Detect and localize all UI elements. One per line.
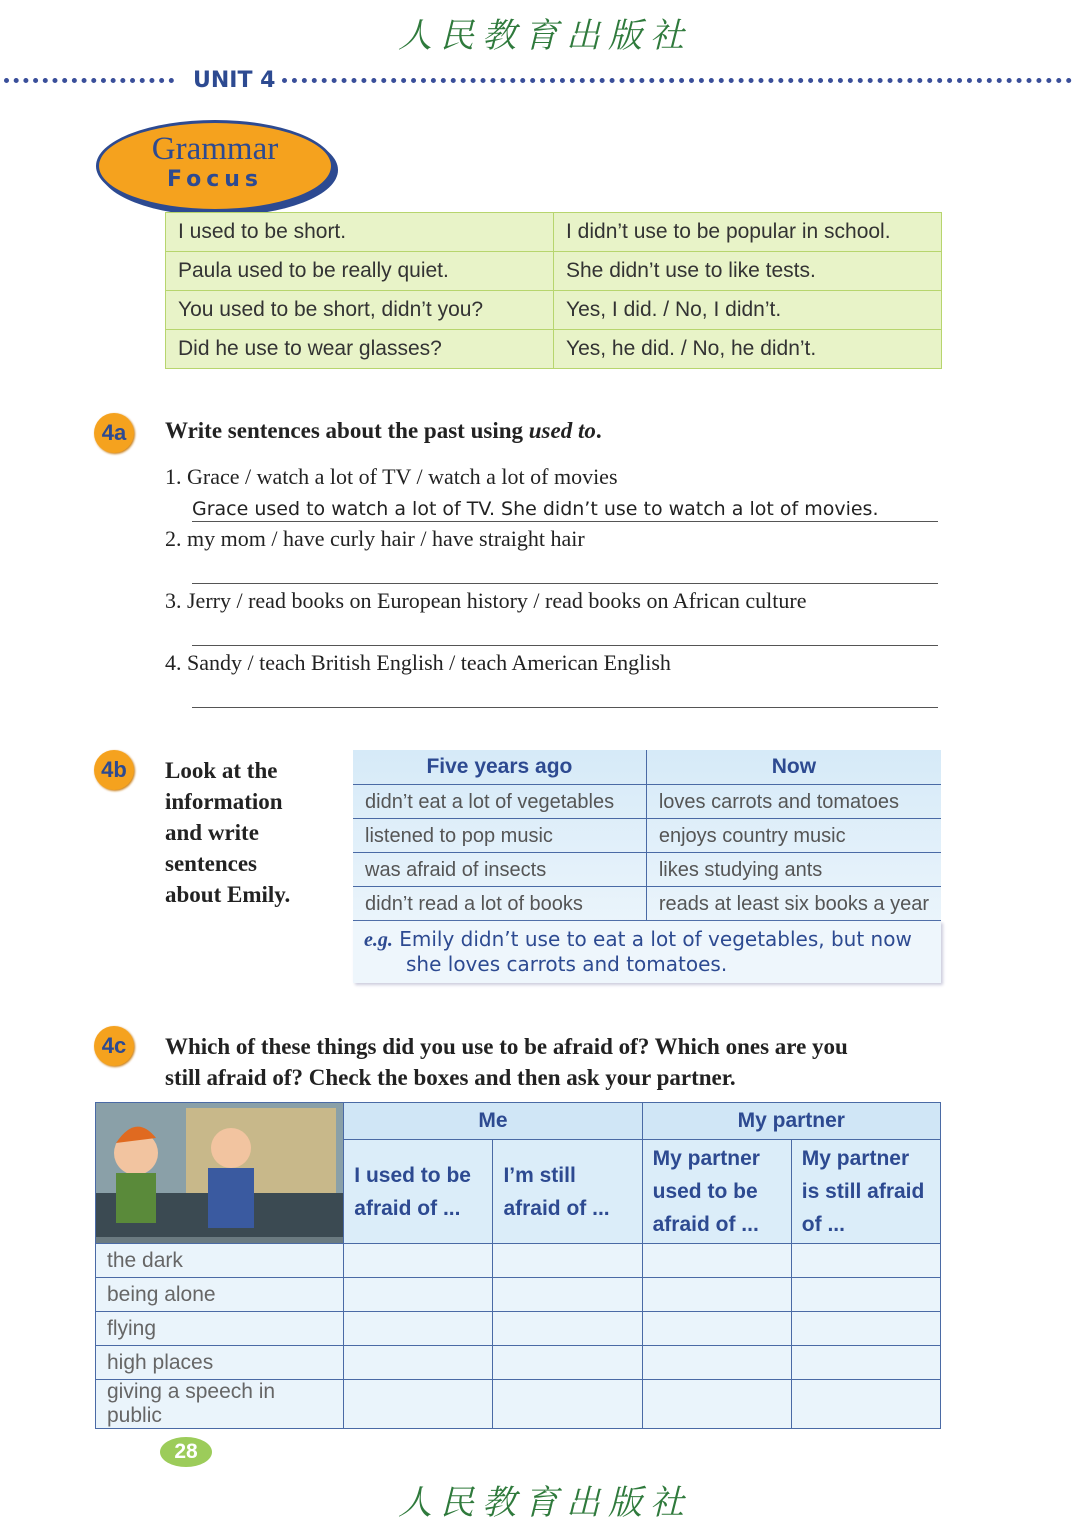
answer-line[interactable] — [192, 521, 938, 522]
checkbox-cell[interactable] — [642, 1278, 791, 1312]
cell: didn’t read a lot of books — [353, 887, 646, 921]
cell: Yes, he did. / No, he didn’t. — [554, 330, 942, 369]
instruction-text: Write sentences about the past using — [165, 418, 529, 443]
table-row — [353, 853, 941, 887]
table-row — [166, 213, 942, 252]
column-header: Now — [646, 750, 941, 785]
cell: Yes, I did. / No, I didn’t. — [554, 291, 942, 330]
table-row — [96, 1244, 941, 1278]
airplane-passengers-illustration — [96, 1103, 343, 1237]
instruction-line: sentences — [165, 851, 257, 876]
exercise-badge: 4a — [94, 413, 134, 453]
checkbox-cell[interactable] — [791, 1312, 940, 1346]
checkbox-cell[interactable] — [493, 1312, 642, 1346]
column-header: My partner used to be afraid of ... — [642, 1140, 791, 1244]
checkbox-cell[interactable] — [642, 1380, 791, 1429]
checkbox-cell[interactable] — [642, 1346, 791, 1380]
instruction-end: . — [595, 418, 602, 443]
grammar-focus-badge — [96, 120, 334, 212]
checkbox-cell[interactable] — [791, 1244, 940, 1278]
checkbox-cell[interactable] — [344, 1312, 493, 1346]
grammar-table — [165, 212, 942, 369]
checkbox-cell[interactable] — [493, 1380, 642, 1429]
column-header: I’m still afraid of ... — [493, 1140, 642, 1244]
exercise-badge: 4b — [94, 750, 134, 790]
instruction-line: and write — [165, 820, 259, 845]
instruction — [165, 755, 290, 910]
unit-label: UNIT 4 — [193, 68, 276, 93]
table-row — [96, 1278, 941, 1312]
table-row — [96, 1312, 941, 1346]
checkbox-cell[interactable] — [344, 1244, 493, 1278]
header-row — [96, 1103, 941, 1140]
cell: loves carrots and tomatoes — [646, 785, 941, 819]
table-row — [353, 819, 941, 853]
instruction-line: Look at the — [165, 758, 278, 783]
answer-line[interactable] — [192, 583, 938, 584]
example-text: she loves carrots and tomatoes. — [406, 952, 728, 976]
instruction-line: Which of these things did you use to be afraid of? Which ones are you — [165, 1034, 848, 1059]
cell: reads at least six books a year — [646, 887, 941, 921]
checkbox-cell[interactable] — [493, 1244, 642, 1278]
instruction-emphasis: used to — [528, 418, 596, 443]
badge-subtitle: Focus — [166, 167, 264, 192]
exercise-item: 3. Jerry / read books on European history / read books on African culture — [165, 588, 807, 613]
exercise-item: 4. Sandy / teach British English / teach American English — [165, 650, 671, 675]
row-label: the dark — [96, 1244, 344, 1278]
cell: I didn’t use to be popular in school. — [554, 213, 942, 252]
cell: She didn’t use to like tests. — [554, 252, 942, 291]
checkbox-cell[interactable] — [791, 1278, 940, 1312]
exercise-item: 1. Grace / watch a lot of TV / watch a lot of movies — [165, 464, 618, 489]
group-header: My partner — [642, 1103, 940, 1140]
checkbox-cell[interactable] — [493, 1278, 642, 1312]
cell: I used to be short. — [166, 213, 554, 252]
instruction-line: still afraid of? Check the boxes and then ask your partner. — [165, 1065, 736, 1090]
checkbox-cell[interactable] — [493, 1346, 642, 1380]
checkbox-cell[interactable] — [344, 1380, 493, 1429]
header-row — [353, 750, 941, 785]
instruction-line: about Emily. — [165, 882, 291, 907]
answer-line[interactable] — [192, 707, 938, 708]
checkbox-cell[interactable] — [642, 1312, 791, 1346]
cell: didn’t eat a lot of vegetables — [353, 785, 646, 819]
example-label: e.g. — [364, 929, 393, 951]
answer-line[interactable] — [192, 645, 938, 646]
row-label: being alone — [96, 1278, 344, 1312]
divider — [282, 78, 1072, 83]
cell: You used to be short, didn’t you? — [166, 291, 554, 330]
instruction — [165, 1031, 848, 1093]
checkbox-cell[interactable] — [791, 1346, 940, 1380]
page-number: 28 — [160, 1437, 212, 1467]
cartoon-illustration — [96, 1103, 344, 1244]
row-label: high places — [96, 1346, 344, 1380]
column-header: Five years ago — [353, 750, 646, 785]
checkbox-cell[interactable] — [642, 1244, 791, 1278]
row-label: giving a speech in public — [96, 1380, 344, 1429]
emily-section — [353, 750, 941, 983]
table-row — [353, 785, 941, 819]
checkbox-cell[interactable] — [791, 1380, 940, 1429]
afraid-of-table — [95, 1102, 941, 1429]
cell: listened to pop music — [353, 819, 646, 853]
answer-text: Grace used to watch a lot of TV. She didn’t use to watch a lot of movies. — [192, 498, 879, 520]
publisher-logo: 人民教育出版社 — [398, 16, 692, 56]
table-row — [166, 252, 942, 291]
table-row — [166, 291, 942, 330]
table-row — [353, 887, 941, 921]
checkbox-cell[interactable] — [344, 1346, 493, 1380]
cell: Paula used to be really quiet. — [166, 252, 554, 291]
example-text: Emily didn’t use to eat a lot of vegetables, but now — [399, 927, 912, 951]
cell: likes studying ants — [646, 853, 941, 887]
emily-table — [353, 750, 941, 921]
column-header: I used to be afraid of ... — [344, 1140, 493, 1244]
badge-title: Grammar — [151, 131, 279, 167]
instruction — [165, 418, 602, 444]
cell: enjoys country music — [646, 819, 941, 853]
group-header: Me — [344, 1103, 642, 1140]
divider — [4, 78, 174, 83]
cell: Did he use to wear glasses? — [166, 330, 554, 369]
table-row — [96, 1380, 941, 1429]
exercise-item: 2. my mom / have curly hair / have straight hair — [165, 526, 585, 551]
cell: was afraid of insects — [353, 853, 646, 887]
checkbox-cell[interactable] — [344, 1278, 493, 1312]
exercise-badge: 4c — [94, 1026, 134, 1066]
instruction-line: information — [165, 789, 283, 814]
publisher-logo: 人民教育出版社 — [398, 1483, 692, 1523]
table-row — [166, 330, 942, 369]
column-header: My partner is still afraid of ... — [791, 1140, 940, 1244]
table-row — [96, 1346, 941, 1380]
row-label: flying — [96, 1312, 344, 1346]
example-box — [353, 921, 941, 983]
